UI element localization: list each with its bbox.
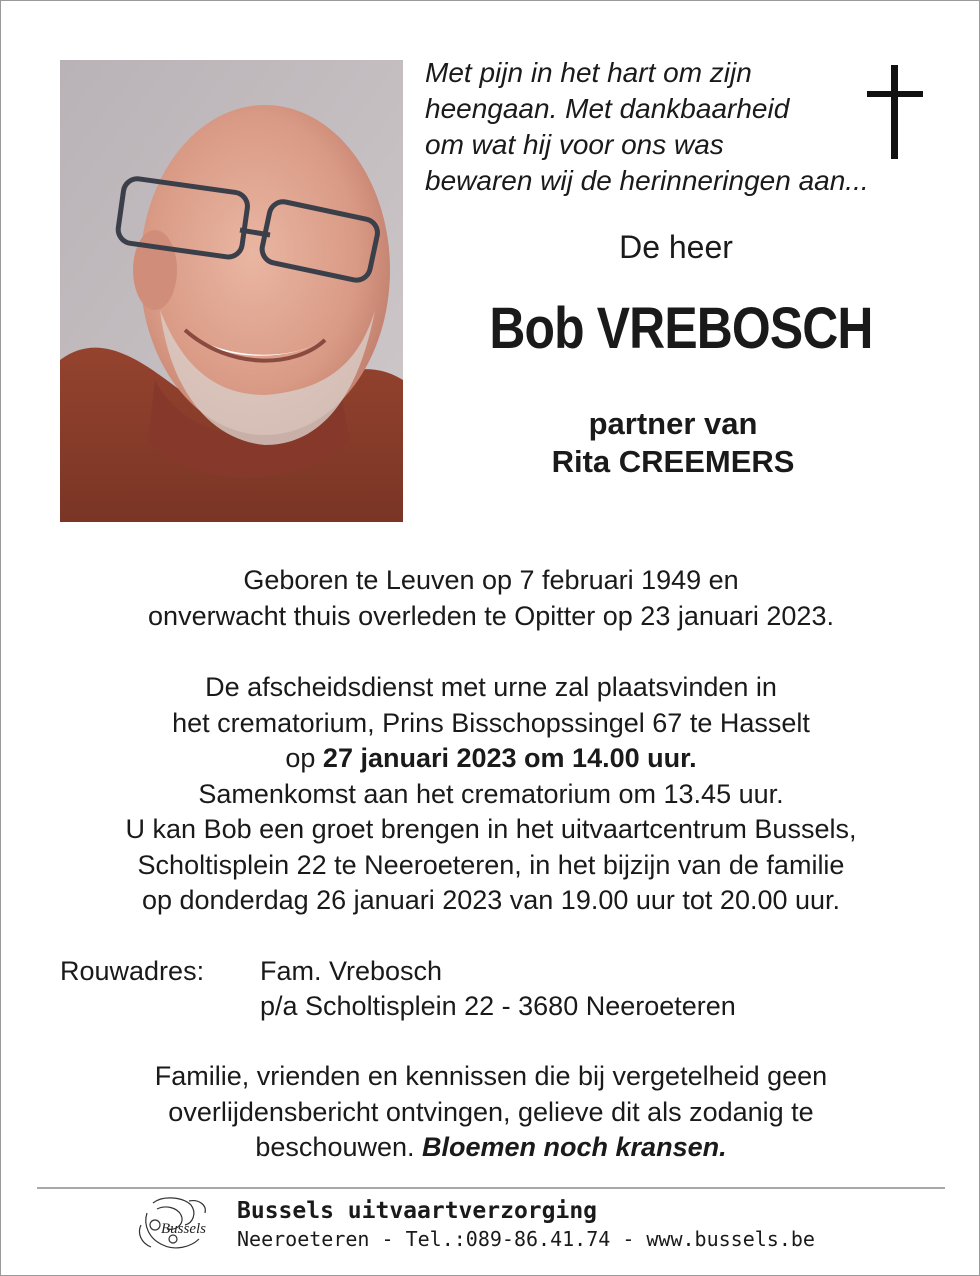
verse-line: om wat hij voor ons was <box>425 129 724 160</box>
bussels-logo-icon <box>133 1195 223 1253</box>
svg-text:Bussels: Bussels <box>161 1221 206 1237</box>
paragraph-line: De afscheidsdienst met urne zal plaatsvinden in <box>205 672 777 702</box>
deceased-name: Bob VREBOSCH <box>489 296 873 361</box>
closing-line <box>41 1130 941 1166</box>
paragraph-line: Samenkomst aan het crematorium om 13.45 uur. <box>198 778 784 809</box>
partner-info <box>471 405 875 481</box>
paragraph-line: op donderdag 26 januari 2023 van 19.00 uur tot 20.00 uur. <box>141 885 841 915</box>
paragraph-line: Geboren te Leuven op 7 februari 1949 en <box>243 565 739 595</box>
company-name: Bussels uitvaartverzorging <box>237 1198 598 1224</box>
portrait-photo <box>60 60 403 522</box>
service-date-line <box>41 741 941 777</box>
salutation: De heer <box>619 229 733 265</box>
funeral-home-footer <box>237 1197 815 1253</box>
address-value <box>260 954 736 1024</box>
paragraph-line: overlijdensbericht ontvingen, gelieve dit als zodanig te <box>168 1096 814 1127</box>
paragraph-line: het crematorium, Prins Bisschopssingel 67 te Hasselt <box>172 707 810 738</box>
memorial-verse <box>425 55 869 199</box>
relation-label: partner van <box>588 406 758 441</box>
paragraph-line: Scholtisplein 22 te Neeroeteren, in het bijzijn van de familie <box>137 849 845 880</box>
partner-name: Rita CREEMERS <box>551 444 795 479</box>
verse-line: Met pijn in het hart om zijn <box>425 57 752 88</box>
verse-line: heengaan. Met dankbaarheid <box>425 93 790 124</box>
date-prefix: op <box>285 743 323 773</box>
closing-prefix: beschouwen. <box>255 1132 423 1162</box>
paragraph-line: onverwacht thuis overleden te Opitter op 23 januari 2023. <box>148 600 834 631</box>
service-paragraph <box>41 670 941 919</box>
address-line: p/a Scholtisplein 22 - 3680 Neeroeteren <box>260 991 736 1021</box>
paragraph-line: Familie, vrienden en kennissen die bij vergetelheid geen <box>154 1061 828 1091</box>
cross-icon <box>867 65 923 161</box>
verse-line: bewaren wij de herinneringen aan... <box>425 165 869 196</box>
no-flowers-note: Bloemen noch kransen. <box>422 1132 727 1162</box>
birth-death-paragraph <box>41 563 941 634</box>
footer-divider <box>37 1187 945 1189</box>
closing-paragraph <box>41 1059 941 1166</box>
service-date: 27 januari 2023 om 14.00 uur. <box>322 743 697 773</box>
company-contact: Neeroeteren - Tel.:089-86.41.74 - www.bussels.be <box>237 1227 815 1251</box>
address-label: Rouwadres: <box>60 956 205 986</box>
address-line: Fam. Vrebosch <box>260 956 443 986</box>
paragraph-line: U kan Bob een groet brengen in het uitvaartcentrum Bussels, <box>125 814 857 844</box>
